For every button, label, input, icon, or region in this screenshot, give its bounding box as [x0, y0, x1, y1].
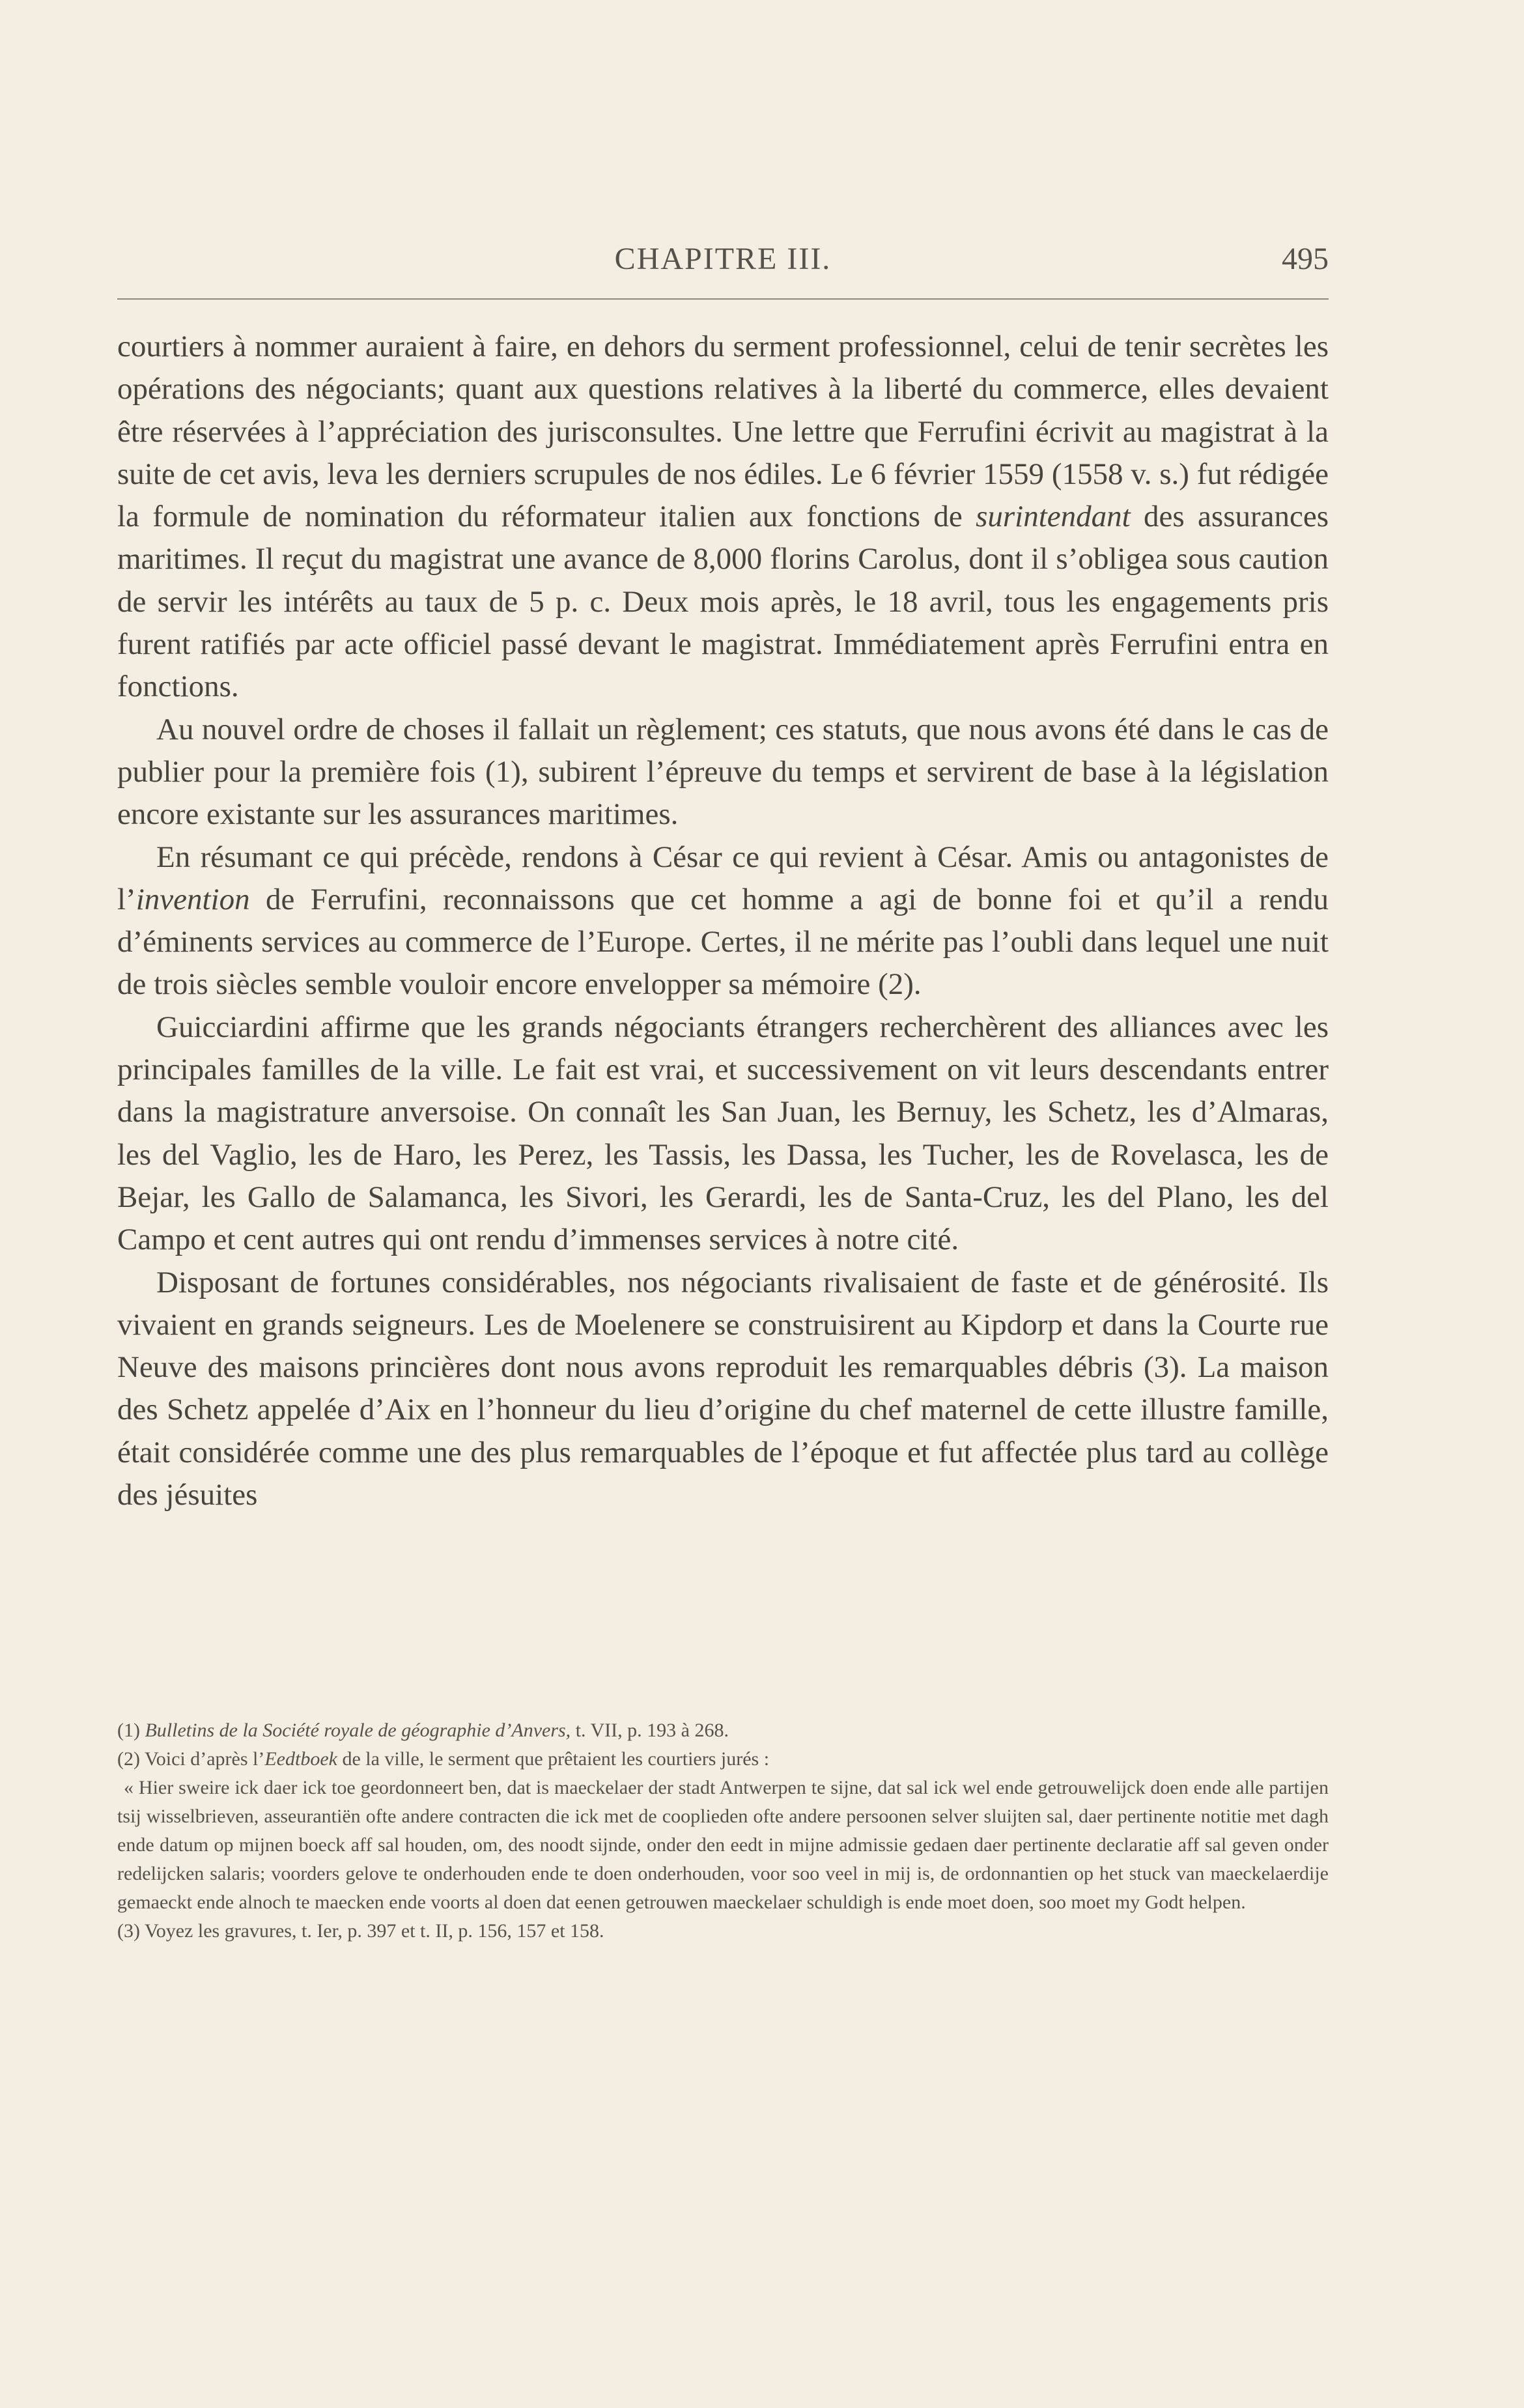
footnote-1 [117, 1716, 1329, 1745]
footnote-2-quote: « Hier sweire ick daer ick toe geordonneert ben, dat is maeckelaer der stadt Antwerpen te sijne, dat sal ick wel ende getrouwelijck doen ende alle partijen tsij wisselbrieven, asseurantiën ofte andere contracten die ick met de cooplieden ofte andere persoonen selver sluijten sal, daer pertinente notitie met dagh ende datum op mijnen boeck aff sal houden, om, des noodt sijnde, onder den eedt in mijne admissie gedaen daer pertinente declaratie aff sal geven onder redelijcken salaris; voorders gelove te onderhouden ende te doen onderhouden, voor soo veel in mij is, de ordonnantien op het stuck van maeckelaerdije gemaeckt ende alnoch te maecken ende voorts al doen dat eenen getrouwen maeckelaer schuldigh is ende moet doen, soo moet my Godt helpen. [117, 1777, 1329, 1913]
paragraph-1-italic: surintendant [976, 500, 1131, 534]
body-text [117, 326, 1329, 1516]
footnote-1-text: t. VII, p. 193 à 268. [575, 1720, 729, 1741]
paragraph-3 [117, 836, 1329, 1006]
paragraph-2: Au nouvel ordre de choses il fallait un règlement; ces statuts, que nous avons été dans le cas de publier pour la première fois (1), subirent l’épreuve du temps et servirent de base à la législation encore existante sur les assurances maritimes. [117, 712, 1329, 832]
footnote-2 [117, 1745, 1329, 1774]
paragraph-1 [117, 326, 1329, 709]
chapter-title: CHAPITRE III. [614, 242, 832, 276]
paragraph-3-end: de Ferrufini, reconnaissons que cet homme a agi de bonne foi et qu’il a rendu d’éminents services au commerce de l’Europe. Certes, il ne mérite pas l’oubli dans lequel une nuit de trois siècles semble vouloir encore envelopper sa mémoire (2). [117, 882, 1329, 1002]
page-number: 495 [1282, 242, 1329, 276]
paragraph-1-text: courtiers à nommer auraient à faire, en dehors du serment professionnel, celui de tenir secrètes les opérations des négociants; quant aux questions relatives à la liberté du commerce, elles devaient être réservées à l’appréciation des jurisconsultes. Une lettre que Ferrufini écrivit au magistrat à la suite de cet avis, leva les derniers scrupules de nos édiles. Le 6 février 1559 (1558 v. s.) fut rédigée la formule de nomination du réformateur italien aux fonctions de [117, 330, 1329, 534]
footnote-1-italic: Bulletins de la Société royale de géographie d’Anvers, [145, 1720, 571, 1741]
paragraph-4: Guicciardini affirme que les grands négociants étrangers recherchèrent des alliances avec les principales familles de la ville. Le fait est vrai, et successivement on vit leurs descendants entrer dans la magistrature anversoise. On connaît les San Juan, les Bernuy, les Schetz, les d’Almaras, les del Vaglio, les de Haro, les Perez, les Tassis, les Dassa, les Tucher, les de Rovelasca, les de Bejar, les Gallo de Salamanca, les Sivori, les Gerardi, les de Santa-Cruz, les del Plano, les del Campo et cent autres qui ont rendu d’immenses services à notre cité. [117, 1010, 1329, 1257]
footnote-2-number: (2) [117, 1748, 140, 1770]
document-page [117, 234, 1329, 2319]
footnote-2-text: de la ville, le serment que prêtaient les courtiers jurés : [342, 1748, 770, 1770]
paragraph-5: Disposant de fortunes considérables, nos négociants rivalisaient de faste et de générosité. Ils vivaient en grands seigneurs. Les de Moelenere se construisirent au Kipdorp et dans la Courte rue Neuve des maisons princières dont nous avons reproduit les remarquables débris (3). La maison des Schetz appelée d’Aix en l’honneur du lieu d’origine du chef maternel de cette illustre famille, était considérée comme une des plus remarquables de l’époque et fut affectée plus tard au collège des jésuites [117, 1265, 1329, 1512]
footnote-2-start: Voici d’après l’ [144, 1748, 265, 1770]
footnote-1-number: (1) [117, 1720, 140, 1741]
paragraph-1-end: des assurances maritimes. Il reçut du magistrat une avance de 8,000 florins Carolus, dont il s’obligea sous caution de servir les intérêts au taux de 5 p. c. Deux mois après, le 18 avril, tous les engagements pris furent ratifiés par acte officiel passé devant le magistrat. Immédiatement après Ferrufini entra en fonctions. [117, 500, 1329, 704]
footnote-2-italic: Eedtboek [264, 1748, 337, 1770]
footnotes [117, 1716, 1329, 1946]
paragraph-3-start: En résumant ce qui précède, rendons à César ce qui revient à César. Amis ou antagonistes de l’ [117, 840, 1329, 916]
running-head [117, 234, 1329, 300]
paragraph-3-italic: invention [135, 882, 250, 916]
footnote-3: (3) Voyez les gravures, t. Ier, p. 397 et t. II, p. 156, 157 et 158. [117, 1920, 604, 1942]
header-rule [117, 298, 1329, 300]
